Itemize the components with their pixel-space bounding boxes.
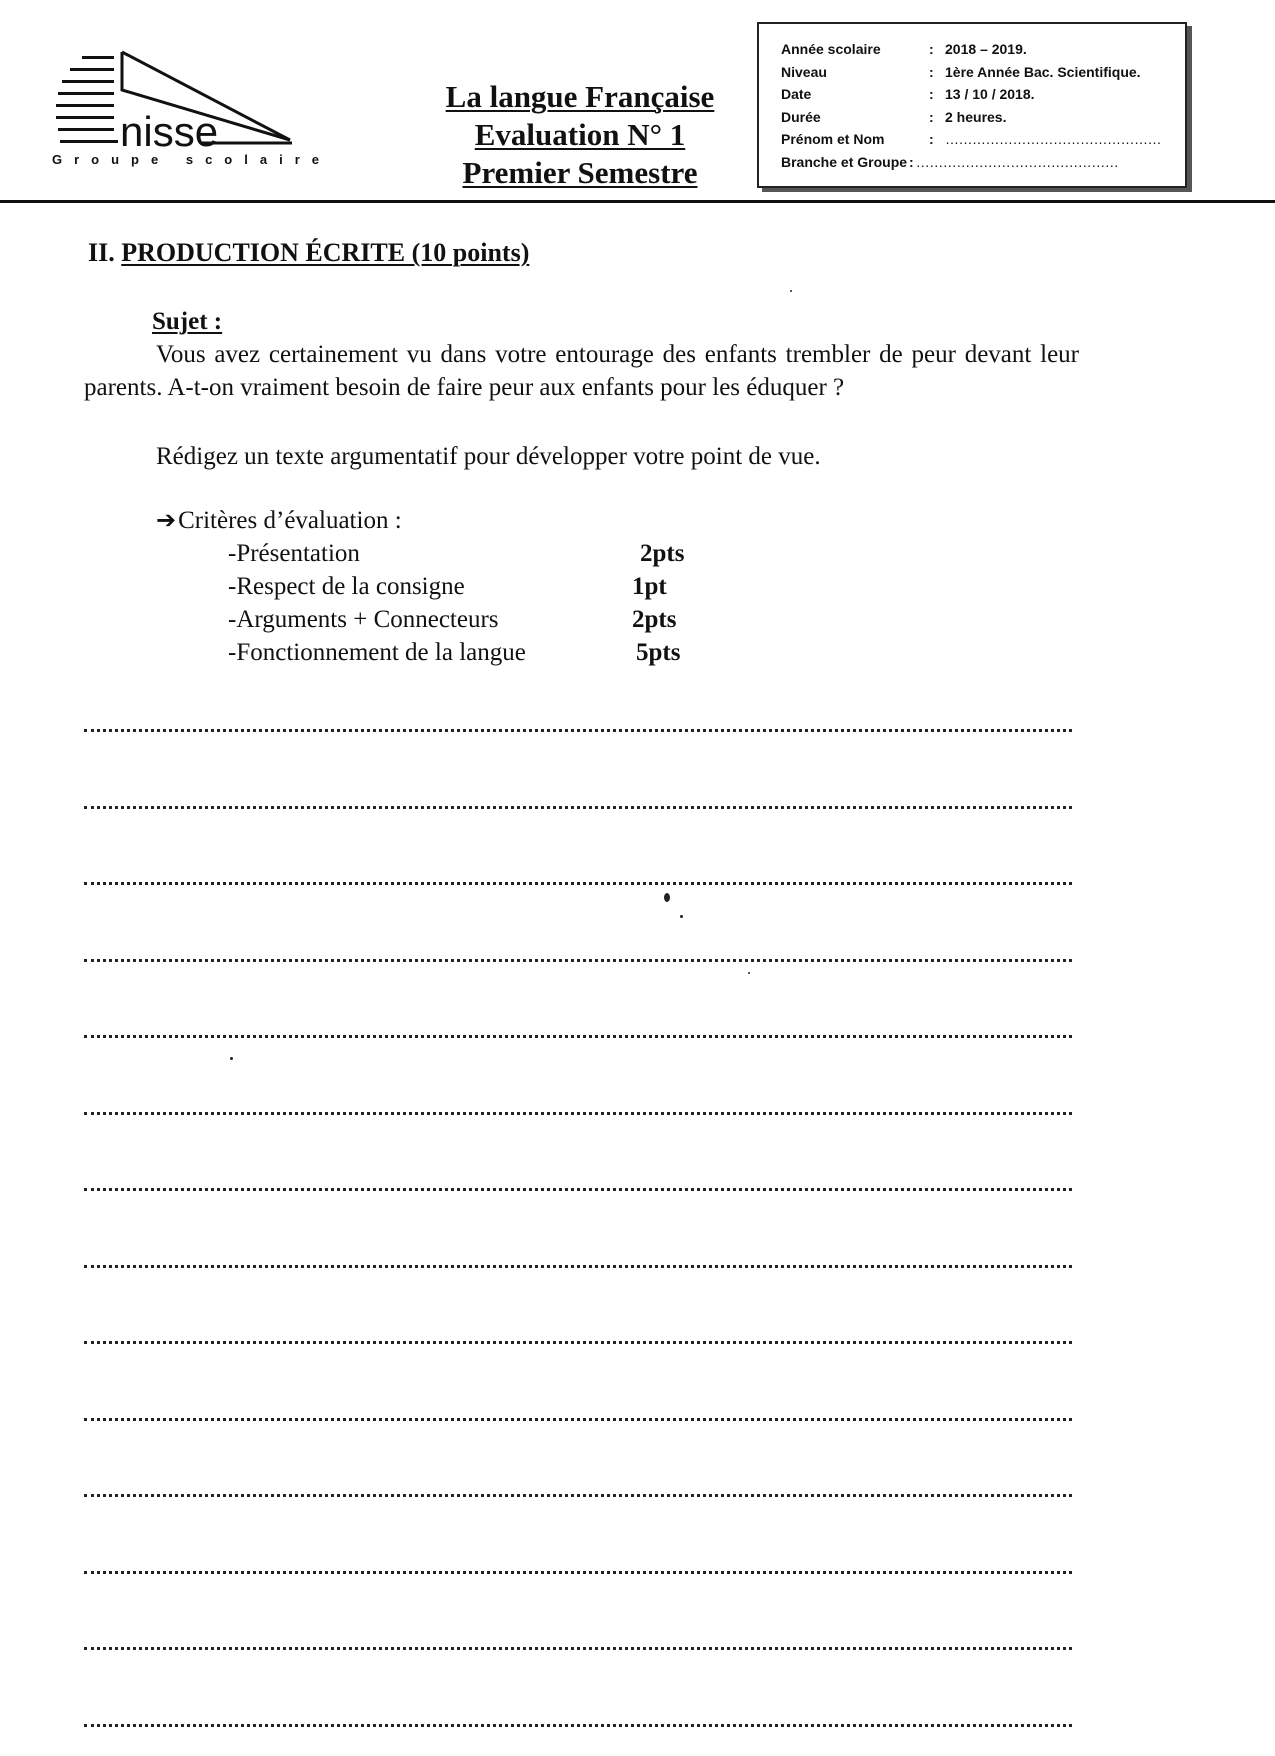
criteria-points: 1pt [632, 573, 667, 600]
criteria-item [228, 540, 360, 568]
section-title: PRODUCTION ÉCRITE (10 points) [121, 238, 530, 267]
nom-field[interactable]: ………………………………………… [945, 131, 1161, 148]
section-number: II. [88, 238, 115, 267]
scan-speck [230, 1057, 233, 1060]
scan-speck [790, 290, 792, 292]
scan-speck [664, 893, 670, 902]
date-label: Date [781, 86, 812, 103]
answer-line[interactable] [84, 1261, 1072, 1268]
answer-line[interactable] [84, 878, 1072, 885]
answer-line[interactable] [84, 1414, 1072, 1421]
criteria-points: 2pts [632, 606, 677, 633]
answer-line[interactable] [84, 1108, 1072, 1115]
info-row-duree [781, 106, 1185, 129]
criteria-label: -Fonctionnement de la langue [228, 639, 526, 666]
separator: : [929, 131, 934, 148]
info-row-annee [781, 38, 1185, 61]
school-logo [52, 50, 342, 175]
criteria-item [228, 606, 499, 634]
criteria-points: 2pts [640, 540, 685, 567]
arrow-right-icon: ➔ [156, 506, 177, 534]
niveau-label: Niveau [781, 63, 827, 80]
evaluation-title: Evaluation N° 1 [474, 117, 686, 152]
annee-label: Année scolaire [781, 41, 881, 58]
answer-line[interactable] [84, 1720, 1072, 1727]
sujet-paragraph: Vous avez certainement vu dans votre entourage des enfants trembler de peur devant leur parents. A-t-on vraiment besoin de faire peur aux enfants pour les éduquer ? [84, 341, 1079, 401]
date-value: 13 / 10 / 2018. [945, 86, 1035, 103]
duree-label: Durée [781, 108, 821, 125]
niveau-value: 1ère Année Bac. Scientifique. [945, 63, 1141, 80]
separator: : [909, 153, 914, 170]
scan-speck [748, 972, 750, 974]
exam-title-block [410, 78, 750, 192]
nom-label: Prénom et Nom [781, 131, 885, 148]
answer-line[interactable] [84, 1567, 1072, 1574]
criteria-label: -Arguments + Connecteurs [228, 606, 499, 633]
info-row-branche [781, 151, 1185, 174]
annee-value: 2018 – 2019. [945, 41, 1027, 58]
separator: : [929, 63, 934, 80]
info-row-niveau [781, 61, 1185, 84]
answer-line[interactable] [84, 1031, 1072, 1038]
criteria-item [228, 639, 526, 667]
info-row-nom [781, 128, 1185, 151]
sujet-label: Sujet : [152, 308, 223, 335]
logo-tagline: Groupe scolaire [52, 152, 331, 167]
answer-line[interactable] [84, 1337, 1072, 1344]
logo-wordmark: nisse [120, 108, 219, 155]
answer-line[interactable] [84, 1184, 1072, 1191]
criteria-label: -Présentation [228, 540, 360, 567]
answer-line[interactable] [84, 1490, 1072, 1497]
semester-title: Premier Semestre [462, 155, 698, 190]
branche-field[interactable]: ……………………………………… [915, 153, 1119, 170]
logo-graphic [52, 50, 342, 175]
branche-label: Branche et Groupe [781, 153, 908, 170]
criteria-label: -Respect de la consigne [228, 573, 465, 600]
criteria-item [228, 573, 465, 601]
criteria-title [156, 506, 402, 535]
subject-title: La langue Française [445, 79, 715, 114]
separator: : [929, 86, 934, 103]
duree-value: 2 heures. [945, 108, 1007, 125]
criteria-points: 5pts [636, 639, 681, 666]
criteria-title-text: Critères d’évaluation : [178, 507, 402, 534]
scan-speck [680, 915, 683, 918]
answer-line[interactable] [84, 725, 1072, 732]
answer-line[interactable] [84, 955, 1072, 962]
separator: : [929, 108, 934, 125]
separator: : [929, 41, 934, 58]
instruction-paragraph: Rédigez un texte argumentatif pour développer votre point de vue. [156, 443, 821, 470]
student-info-box [757, 22, 1187, 188]
info-row-date [781, 83, 1185, 106]
answer-line[interactable] [84, 1643, 1072, 1650]
header-divider [0, 200, 1275, 203]
section-heading [88, 238, 529, 268]
answer-line[interactable] [84, 802, 1072, 809]
